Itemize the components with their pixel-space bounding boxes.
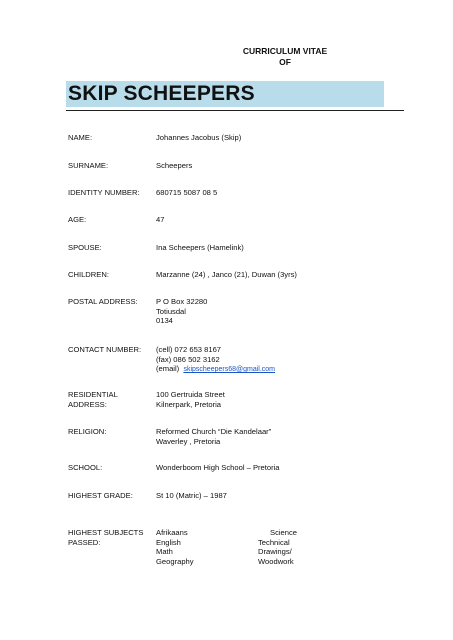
field-residential-address-label [68, 390, 154, 409]
field-school-label: SCHOOL: [68, 463, 103, 472]
subject-item: Technical Drawings/ Woodwork [258, 537, 294, 566]
field-contact-number-label: CONTACT NUMBER: [68, 345, 142, 354]
field-children-value: Marzanne (24) , Janco (21), Duwan (3yrs) [156, 270, 297, 279]
residential-label-line-1: RESIDENTIAL [68, 390, 118, 399]
religion-line-2: Waverley , Pretoria [156, 436, 221, 446]
field-age-value: 47 [156, 215, 165, 224]
postal-line-1: P O Box 32280 [156, 297, 208, 306]
field-surname-value: Scheepers [156, 161, 193, 170]
contact-fax: (fax) 086 502 3162 [156, 354, 220, 364]
field-school-value: Wonderboom High School – Pretoria [156, 463, 280, 472]
contact-cell: (cell) 072 653 8167 [156, 345, 222, 354]
residential-line-1: 100 Gertruida Street [156, 390, 225, 399]
field-religion-value [156, 427, 406, 446]
field-highest-grade-label: HIGHEST GRADE: [68, 491, 133, 500]
subjects-label-line-2: PASSED: [68, 537, 101, 547]
residential-line-2: Kilnerpark, Pretoria [156, 399, 221, 409]
subjects-column-2 [258, 528, 297, 566]
field-contact-number-value [156, 345, 406, 375]
field-children-label: CHILDREN: [68, 270, 109, 279]
field-name-label: NAME: [68, 133, 93, 142]
residential-label-line-2: ADDRESS: [68, 399, 107, 409]
subject-item: Geography [156, 556, 194, 566]
subjects-label-line-1: HIGHEST SUBJECTS [68, 528, 144, 537]
document-heading [200, 46, 370, 68]
subject-item: Science [270, 528, 298, 537]
field-residential-address-value [156, 390, 406, 409]
subject-item: Math [156, 547, 173, 556]
postal-line-3: 0134 [156, 316, 173, 325]
heading-rule [66, 110, 404, 111]
heading-line-2: OF [279, 57, 291, 67]
contact-email-prefix: (email) [156, 364, 180, 373]
field-highest-subjects-label [68, 528, 154, 547]
field-identity-number-value: 680715 5087 08 5 [156, 188, 218, 197]
field-postal-address-value [156, 297, 406, 326]
field-age-label: AGE: [68, 215, 87, 224]
field-highest-grade-value: St 10 (Matric) – 1987 [156, 491, 227, 500]
contact-email-line [156, 364, 406, 375]
contact-email-link[interactable]: skipscheepers68@gmail.com [183, 366, 275, 373]
person-name-title: SKIP SCHEEPERS [68, 82, 255, 105]
field-spouse-label: SPOUSE: [68, 243, 102, 252]
postal-line-2: Totiusdal [156, 306, 186, 316]
field-religion-label: RELIGION: [68, 427, 107, 436]
heading-line-1: CURRICULUM VITAE [242, 46, 328, 56]
field-spouse-value: Ina Scheepers (Hamelink) [156, 243, 244, 252]
subject-item: Afrikaans [156, 528, 188, 537]
field-identity-number-label: IDENTITY NUMBER: [68, 188, 140, 197]
subject-item: English [156, 537, 181, 547]
field-name-value: Johannes Jacobus (Skip) [156, 133, 242, 142]
name-banner [66, 81, 384, 107]
religion-line-1: Reformed Church “Die Kandelaar” [156, 427, 272, 436]
field-postal-address-label: POSTAL ADDRESS: [68, 297, 138, 306]
field-surname-label: SURNAME: [68, 161, 109, 170]
